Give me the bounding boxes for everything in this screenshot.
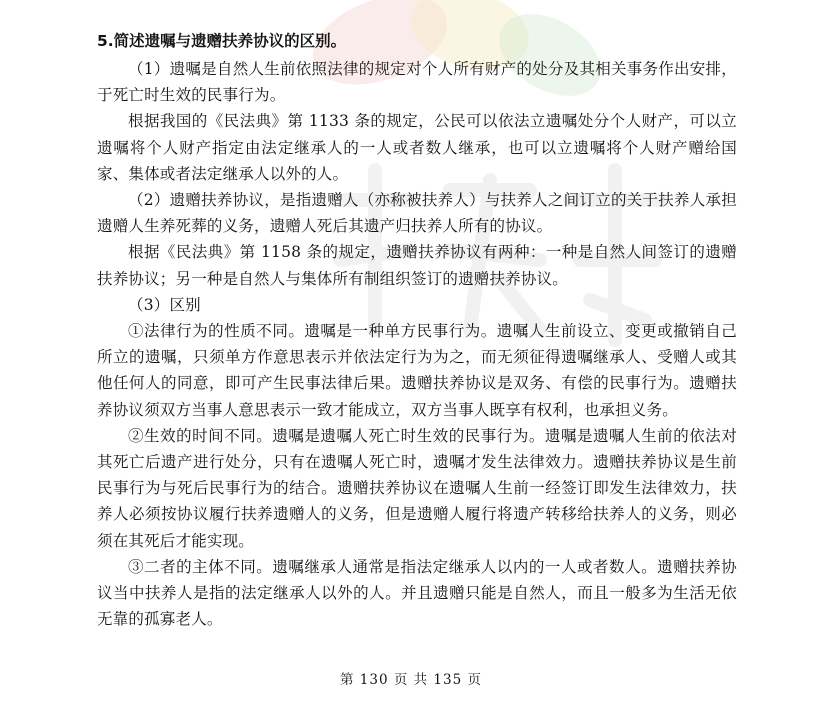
paragraph-difference-subject: ③二者的主体不同。遗嘱继承人通常是指法定继承人以内的一人或者数人。遗赠扶养协议当中扶养人是指的法定继承人以外的人。并且遗赠只能是自然人，而且一般多为生活无依无靠的孤寡老人。: [97, 557, 737, 629]
paragraph-agreement-law: 根据《民法典》第 1158 条的规定，遗赠扶养协议有两种：一种是自然人间签订的遗赠扶养协议；另一种是自然人与集体所有制组织签订的遗赠扶养协议。: [97, 243, 737, 288]
page-number-footer: 第 130 页 共 135 页: [340, 672, 482, 688]
question-heading: 5.简述遗嘱与遗赠扶养协议的区别。: [97, 32, 347, 50]
paragraph-difference-timing: ②生效的时间不同。遗嘱是遗嘱人死亡时生效的民事行为。遗嘱是遗嘱人生前的依法对其死亡后遗产进行处分，只有在遗嘱人死亡时，遗嘱才发生法律效力。遗赠扶养协议是生前民事行为与死后民事行为的结合。遗赠扶养协议在遗嘱人生前一经签订即发生法律效力，扶养人必须按协议履行扶养遗赠人的义务，但是遗赠人履行将遗产转移给扶养人的义务，则必须在其死后才能实现。: [97, 426, 737, 550]
paragraph-differences-heading: （3）区别: [128, 295, 201, 314]
paragraph-will-definition: （1）遗嘱是自然人生前依照法律的规定对个人所有财产的处分及其相关事务作出安排，于死亡时生效的民事行为。: [97, 60, 737, 105]
paragraph-will-law: 根据我国的《民法典》第 1133 条的规定，公民可以依法立遗嘱处分个人财产，可以立遗嘱将个人财产指定由法定继承人的一人或者数人继承，也可以立遗嘱将个人财产赠给国家、集体或者法定继承人以外的人。: [97, 112, 737, 183]
document-body: [97, 28, 737, 632]
paragraph-difference-nature: ①法律行为的性质不同。遗嘱是一种单方民事行为。遗嘱人生前设立、变更或撤销自己所立的遗嘱，只须单方作意思表示并依法定行为为之，而无须征得遗嘱继承人、受赠人或其他任何人的同意，即可产生民事法律后果。遗赠扶养协议是双务、有偿的民事行为。遗赠扶养协议须双方当事人意思表示一致才能成立，双方当事人既享有权利，也承担义务。: [97, 322, 737, 419]
paragraph-agreement-definition: （2）遗赠扶养协议，是指遗赠人（亦称被扶养人）与扶养人之间订立的关于扶养人承担遗赠人生养死葬的义务，遗赠人死后其遗产归扶养人所有的协议。: [97, 191, 737, 236]
